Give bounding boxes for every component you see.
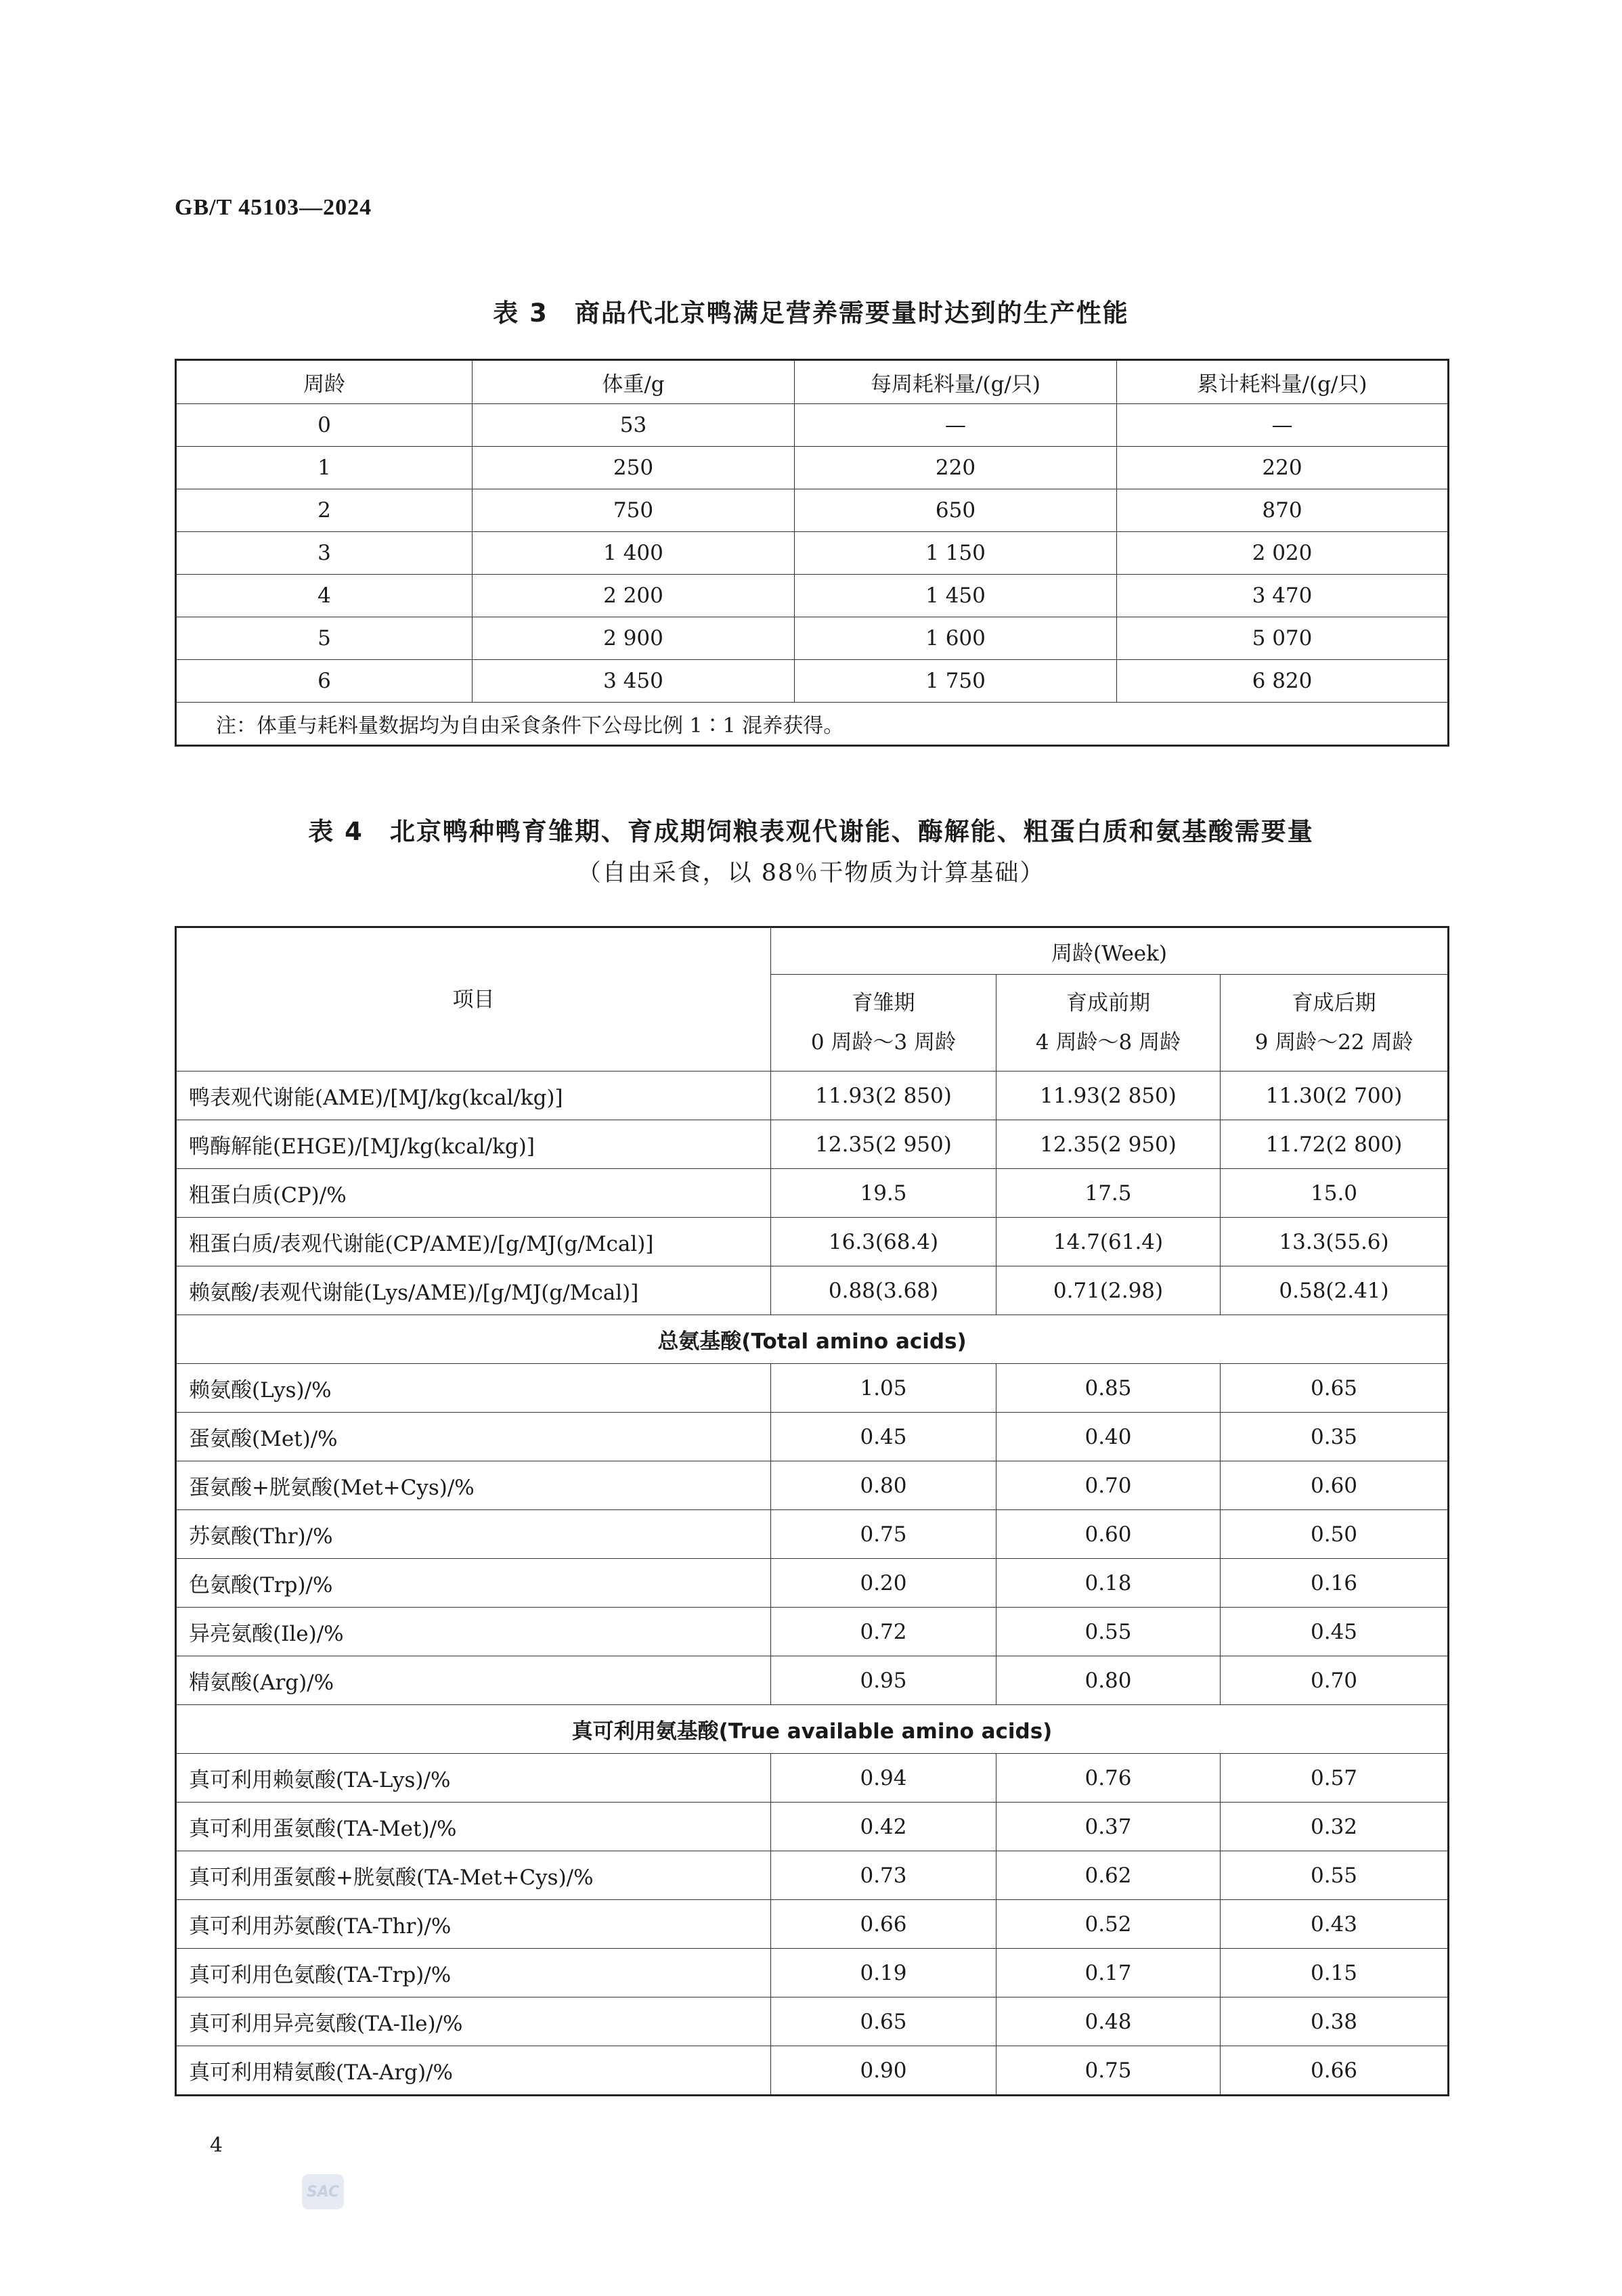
- table4-row: [176, 1120, 1449, 1169]
- table3-row: [176, 532, 1449, 575]
- table4-row: [176, 1559, 1449, 1608]
- table4-cell: 0.50: [1221, 1510, 1449, 1559]
- table4-cell: 0.70: [996, 1461, 1221, 1510]
- table4-period-header: [771, 975, 996, 1072]
- table4-cell: 11.72(2 800): [1221, 1120, 1449, 1169]
- table4-cell: 0.19: [771, 1949, 996, 1997]
- table3-cell: 5 070: [1117, 617, 1449, 660]
- table4-row: [176, 1218, 1449, 1266]
- standard-code: GB/T 45103—2024: [175, 195, 372, 220]
- period-range: 0 周龄～3 周龄: [810, 1030, 957, 1055]
- table4-cell: 0.88(3.68): [771, 1266, 996, 1315]
- table3-cell: 1 600: [795, 617, 1117, 660]
- table4-cell: 0.17: [996, 1949, 1221, 1997]
- table4-row-label: 真可利用蛋氨酸(TA-Met)/%: [176, 1803, 771, 1851]
- table4-cell: 0.42: [771, 1803, 996, 1851]
- table4-cell: 0.45: [771, 1413, 996, 1461]
- table4-row: [176, 1608, 1449, 1656]
- table4-cell: 0.65: [771, 1997, 996, 2046]
- table4-cell: 0.62: [996, 1851, 1221, 1900]
- table4-row-label: 鸭表观代谢能(AME)/[MJ/kg(kcal/kg)]: [176, 1072, 771, 1120]
- table4-row: [176, 1803, 1449, 1851]
- table3-cell: 2 200: [473, 575, 795, 617]
- table4-row: [176, 1997, 1449, 2046]
- table3-cell: 5: [176, 617, 473, 660]
- table3-column-header: 累计耗料量/(g/只): [1117, 360, 1449, 404]
- table4-cell: 0.20: [771, 1559, 996, 1608]
- table4-cell: 16.3(68.4): [771, 1218, 996, 1266]
- sac-logo: SAC: [302, 2174, 344, 2209]
- table3-cell: —: [1117, 404, 1449, 447]
- table3-cell: 1 150: [795, 532, 1117, 575]
- table4-row: [176, 1072, 1449, 1120]
- table4-cell: 11.30(2 700): [1221, 1072, 1449, 1120]
- table4-row-label: 色氨酸(Trp)/%: [176, 1559, 771, 1608]
- table3-cell: 220: [1117, 447, 1449, 489]
- table3-cell: 870: [1117, 489, 1449, 532]
- table4-cell: 14.7(61.4): [996, 1218, 1221, 1266]
- table3-cell: 0: [176, 404, 473, 447]
- table4-row: [176, 1949, 1449, 1997]
- table4-row-label: 粗蛋白质(CP)/%: [176, 1169, 771, 1218]
- table3-cell: 3: [176, 532, 473, 575]
- table3-row: [176, 575, 1449, 617]
- table3-row: [176, 617, 1449, 660]
- table4-header-row: [176, 927, 1449, 975]
- table3-cell: —: [795, 404, 1117, 447]
- table4-cell: 0.38: [1221, 1997, 1449, 2046]
- table4-cell: 0.95: [771, 1656, 996, 1705]
- table4-cell: 17.5: [996, 1169, 1221, 1218]
- table3-cell: 6 820: [1117, 660, 1449, 703]
- table4-period-header: [1221, 975, 1449, 1072]
- table4-row-label: 苏氨酸(Thr)/%: [176, 1510, 771, 1559]
- table4-cell: 0.70: [1221, 1656, 1449, 1705]
- table4-item-header: 项目: [176, 927, 771, 1072]
- table4-cell: 0.32: [1221, 1803, 1449, 1851]
- table4-cell: 0.85: [996, 1364, 1221, 1413]
- table4-cell: 0.80: [771, 1461, 996, 1510]
- table4-cell: 1.05: [771, 1364, 996, 1413]
- table3-cell: 2 900: [473, 617, 795, 660]
- table4-cell: 12.35(2 950): [771, 1120, 996, 1169]
- table4-cell: 13.3(55.6): [1221, 1218, 1449, 1266]
- table4-row-label: 真可利用精氨酸(TA-Arg)/%: [176, 2046, 771, 2096]
- table4-cell: 11.93(2 850): [771, 1072, 996, 1120]
- table4-row: [176, 1461, 1449, 1510]
- table4-group-header: 周龄(Week): [771, 927, 1449, 975]
- table4: [175, 926, 1449, 2096]
- table4-section-row: [176, 1315, 1449, 1364]
- table4-cell: 0.18: [996, 1559, 1221, 1608]
- table4-row: [176, 1266, 1449, 1315]
- table4-row-label: 粗蛋白质/表观代谢能(CP/AME)/[g/MJ(g/Mcal)]: [176, 1218, 771, 1266]
- table4-row: [176, 1754, 1449, 1803]
- table3-cell: 220: [795, 447, 1117, 489]
- table3-cell: 6: [176, 660, 473, 703]
- table3-cell: 250: [473, 447, 795, 489]
- period-name: 育成后期: [1292, 991, 1376, 1015]
- table4-cell: 0.72: [771, 1608, 996, 1656]
- table4-cell: 0.37: [996, 1803, 1221, 1851]
- table3-cell: 1 450: [795, 575, 1117, 617]
- table4-cell: 19.5: [771, 1169, 996, 1218]
- table3-note: 注：体重与耗料量数据均为自由采食条件下公母比例 1∶1 混养获得。: [176, 703, 1449, 746]
- table4-cell: 0.57: [1221, 1754, 1449, 1803]
- table3-cell: 4: [176, 575, 473, 617]
- table4-cell: 0.15: [1221, 1949, 1449, 1997]
- table4-row-label: 真可利用色氨酸(TA-Trp)/%: [176, 1949, 771, 1997]
- table4-cell: 0.35: [1221, 1413, 1449, 1461]
- table4-row-label: 蛋氨酸+胱氨酸(Met+Cys)/%: [176, 1461, 771, 1510]
- table4-cell: 0.40: [996, 1413, 1221, 1461]
- table4-row: [176, 1413, 1449, 1461]
- table4-subcaption: （自由采食，以 88％干物质为计算基础）: [577, 860, 1045, 887]
- table4-row: [176, 1851, 1449, 1900]
- table4-cell: 0.90: [771, 2046, 996, 2096]
- table4-row-label: 真可利用异亮氨酸(TA-Ile)/%: [176, 1997, 771, 2046]
- table4-cell: 0.60: [996, 1510, 1221, 1559]
- table3-column-header: 体重/g: [473, 360, 795, 404]
- table4-cell: 0.43: [1221, 1900, 1449, 1949]
- table4-cell: 0.66: [771, 1900, 996, 1949]
- table4-cell: 0.75: [771, 1510, 996, 1559]
- table3-row: [176, 489, 1449, 532]
- table4-cell: 0.76: [996, 1754, 1221, 1803]
- table3-cell: 2: [176, 489, 473, 532]
- table4-section-title: 真可利用氨基酸(True available amino acids): [176, 1705, 1449, 1754]
- table3-cell: 750: [473, 489, 795, 532]
- table4-row-label: 赖氨酸(Lys)/%: [176, 1364, 771, 1413]
- period-name: 育雏期: [852, 991, 915, 1015]
- table4-row: [176, 1656, 1449, 1705]
- table4-cell: 0.65: [1221, 1364, 1449, 1413]
- table3-column-header: 每周耗料量/(g/只): [795, 360, 1117, 404]
- table4-row: [176, 2046, 1449, 2096]
- table4-row: [176, 1364, 1449, 1413]
- table3: [175, 359, 1449, 747]
- table4-caption: 表 4 北京鸭种鸭育雏期、育成期饲粮表观代谢能、酶解能、粗蛋白质和氨基酸需要量: [308, 817, 1314, 846]
- table4-cell: 0.55: [996, 1608, 1221, 1656]
- table3-cell: 1 750: [795, 660, 1117, 703]
- table4-row: [176, 1169, 1449, 1218]
- table3-row: [176, 660, 1449, 703]
- table4-row-label: 精氨酸(Arg)/%: [176, 1656, 771, 1705]
- table4-cell: 0.94: [771, 1754, 996, 1803]
- table3-cell: 1: [176, 447, 473, 489]
- table4-cell: 0.55: [1221, 1851, 1449, 1900]
- table4-cell: 12.35(2 950): [996, 1120, 1221, 1169]
- table4-cell: 0.66: [1221, 2046, 1449, 2096]
- table4-cell: 0.52: [996, 1900, 1221, 1949]
- table4-row-label: 真可利用苏氨酸(TA-Thr)/%: [176, 1900, 771, 1949]
- table3-cell: 1 400: [473, 532, 795, 575]
- table4-cell: 0.73: [771, 1851, 996, 1900]
- table4-cell: 0.80: [996, 1656, 1221, 1705]
- table4-cell: 0.45: [1221, 1608, 1449, 1656]
- table4-row: [176, 1510, 1449, 1559]
- period-name: 育成前期: [1066, 991, 1150, 1015]
- table4-row-label: 真可利用赖氨酸(TA-Lys)/%: [176, 1754, 771, 1803]
- table3-cell: 650: [795, 489, 1117, 532]
- table4-section-title: 总氨基酸(Total amino acids): [176, 1315, 1449, 1364]
- table3-cell: 2 020: [1117, 532, 1449, 575]
- table4-cell: 0.60: [1221, 1461, 1449, 1510]
- table3-cell: 3 450: [473, 660, 795, 703]
- table4-cell: 11.93(2 850): [996, 1072, 1221, 1120]
- table3-header-row: [176, 360, 1449, 404]
- table3-cell: 3 470: [1117, 575, 1449, 617]
- table3-column-header: 周龄: [176, 360, 473, 404]
- table4-row-label: 真可利用蛋氨酸+胱氨酸(TA-Met+Cys)/%: [176, 1851, 771, 1900]
- table4-row: [176, 1900, 1449, 1949]
- period-range: 4 周龄～8 周龄: [1035, 1030, 1181, 1055]
- page-number: 4: [210, 2134, 223, 2157]
- table4-cell: 15.0: [1221, 1169, 1449, 1218]
- table3-row: [176, 404, 1449, 447]
- table4-cell: 0.71(2.98): [996, 1266, 1221, 1315]
- table4-section-row: [176, 1705, 1449, 1754]
- table4-row-label: 赖氨酸/表观代谢能(Lys/AME)/[g/MJ(g/Mcal)]: [176, 1266, 771, 1315]
- period-range: 9 周龄～22 周龄: [1254, 1030, 1413, 1055]
- table3-caption: 表 3 商品代北京鸭满足营养需要量时达到的生产性能: [493, 299, 1129, 328]
- table3-row: [176, 447, 1449, 489]
- table4-cell: 0.58(2.41): [1221, 1266, 1449, 1315]
- table4-cell: 0.16: [1221, 1559, 1449, 1608]
- table4-row-label: 蛋氨酸(Met)/%: [176, 1413, 771, 1461]
- table3-note-row: [176, 703, 1449, 746]
- table4-row-label: 鸭酶解能(EHGE)/[MJ/kg(kcal/kg)]: [176, 1120, 771, 1169]
- table4-cell: 0.48: [996, 1997, 1221, 2046]
- table4-period-header: [996, 975, 1221, 1072]
- table3-cell: 53: [473, 404, 795, 447]
- table4-row-label: 异亮氨酸(Ile)/%: [176, 1608, 771, 1656]
- table4-cell: 0.75: [996, 2046, 1221, 2096]
